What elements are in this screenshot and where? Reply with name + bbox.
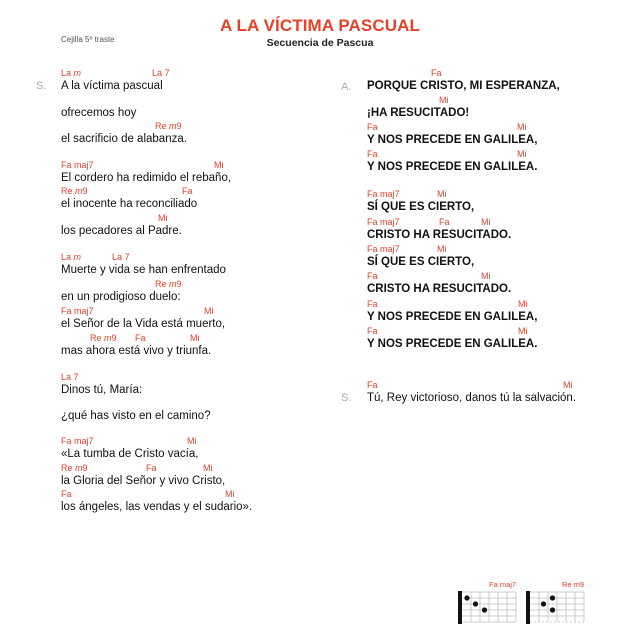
chord-label: Fa — [367, 271, 378, 281]
chord-label: Mi — [190, 333, 200, 343]
chord-label: Mi — [439, 95, 449, 105]
chord-label: Fa — [367, 299, 378, 309]
chord-label: La 7 — [152, 68, 170, 78]
chord-label: Mi — [437, 189, 447, 199]
chord-label: Fa maj7 — [61, 160, 94, 170]
lyric-line: CRISTO HA RESUCITADO. — [367, 229, 512, 241]
lyric-line: los pecadores al Padre. — [61, 225, 182, 237]
lyric-line: PORQUE CRISTO, MI ESPERANZA, — [367, 80, 560, 92]
lyric-line: SÍ QUE ES CIERTO, — [367, 256, 475, 268]
chord-label: La m — [61, 68, 82, 78]
chord-diagram-re-m9 — [526, 590, 586, 626]
lyric-line: El cordero ha redimido el rebaño, — [61, 172, 232, 184]
chord-label: Re m9 — [155, 279, 182, 289]
chord-label: Mi — [518, 299, 528, 309]
chord-label: La 7 — [112, 252, 130, 262]
chord-label: Re m9 — [155, 121, 182, 131]
chord-label: Fa maj7 — [61, 306, 94, 316]
chord-label: Mi — [481, 271, 491, 281]
chord-label: Mi — [187, 436, 197, 446]
chord-label: Re m9 — [61, 463, 88, 473]
chord-label: Mi — [563, 380, 573, 390]
chord-label: Mi — [437, 244, 447, 254]
chord-label: La 7 — [61, 372, 79, 382]
chord-label: Fa — [135, 333, 146, 343]
lyric-line: mas ahora está vivo y triunfa. — [61, 345, 212, 357]
chord-label: Re m9 — [90, 333, 117, 343]
lyric-line: el inocente ha reconciliado — [61, 198, 198, 210]
chord-label: Fa — [367, 380, 378, 390]
lyric-line: Y NOS PRECEDE EN GALILEA. — [367, 338, 538, 350]
lyric-line: ofrecemos hoy — [61, 107, 137, 119]
section-marker-soloist-final: S. — [341, 392, 352, 404]
chord-label: Fa — [61, 489, 72, 499]
chord-label: Mi — [203, 463, 213, 473]
lyric-line: la Gloria del Señor y vivo Cristo, — [61, 475, 226, 487]
chord-label: Fa — [367, 122, 378, 132]
lyric-line: los ángeles, las vendas y el sudario». — [61, 501, 253, 513]
chord-label: La m — [61, 252, 82, 262]
chord-label: Mi — [481, 217, 491, 227]
chord-label: Mi — [518, 326, 528, 336]
chord-label: Fa — [367, 149, 378, 159]
lyric-line: el Señor de la Vida está muerto, — [61, 318, 226, 330]
chord-label: Re m9 — [61, 186, 88, 196]
lyric-line-final: Tú, Rey victorioso, danos tú la salvación. — [367, 392, 577, 404]
lyric-line: «La tumba de Cristo vacía, — [61, 448, 199, 460]
lyric-line: CRISTO HA RESUCITADO. — [367, 283, 512, 295]
chord-label: Fa — [182, 186, 193, 196]
lyric-line: en un prodigioso duelo: — [61, 291, 181, 303]
chord-label: Mi — [214, 160, 224, 170]
chord-label: Fa maj7 — [367, 217, 400, 227]
chord-label: Fa — [431, 68, 442, 78]
chord-label: Fa — [367, 326, 378, 336]
lyric-line: Y NOS PRECEDE EN GALILEA, — [367, 134, 538, 146]
lyric-line: Dinos tú, María: — [61, 384, 143, 396]
lyric-line: el sacrificio de alabanza. — [61, 133, 187, 145]
lyric-line: Y NOS PRECEDE EN GALILEA. — [367, 161, 538, 173]
chord-label: Mi — [517, 122, 527, 132]
lyric-line: Muerte y vida se han enfrentado — [61, 264, 226, 276]
chord-label: Mi — [158, 213, 168, 223]
diagram-label-fa-maj7: Fa maj7 — [489, 580, 517, 589]
diagram-label-re-m9: Re m9 — [562, 580, 585, 589]
chord-label: Fa maj7 — [367, 189, 400, 199]
lyric-line: ¿qué has visto en el camino? — [61, 410, 211, 422]
section-marker-soloist: S. — [36, 80, 47, 92]
chord-diagram-fa-maj7 — [458, 590, 518, 626]
song-title: A LA VÍCTIMA PASCUAL — [219, 16, 420, 35]
section-marker-assembly: A. — [341, 81, 352, 93]
chord-label: Fa — [146, 463, 157, 473]
lyric-line: ¡HA RESUCITADO! — [367, 107, 470, 119]
chord-label: Mi — [225, 489, 235, 499]
capo-note: Cejilla 5º traste — [61, 35, 115, 44]
chord-label: Fa — [439, 217, 450, 227]
lyric-line: Y NOS PRECEDE EN GALILEA, — [367, 311, 538, 323]
song-subtitle: Secuencia de Pascua — [266, 37, 374, 49]
lyric-line: SÍ QUE ES CIERTO, — [367, 201, 475, 213]
chord-label: Mi — [517, 149, 527, 159]
chord-label: Fa maj7 — [367, 244, 400, 254]
chord-label: Fa maj7 — [61, 436, 94, 446]
chord-label: Mi — [204, 306, 214, 316]
lyric-line: A la víctima pascual — [61, 80, 163, 92]
